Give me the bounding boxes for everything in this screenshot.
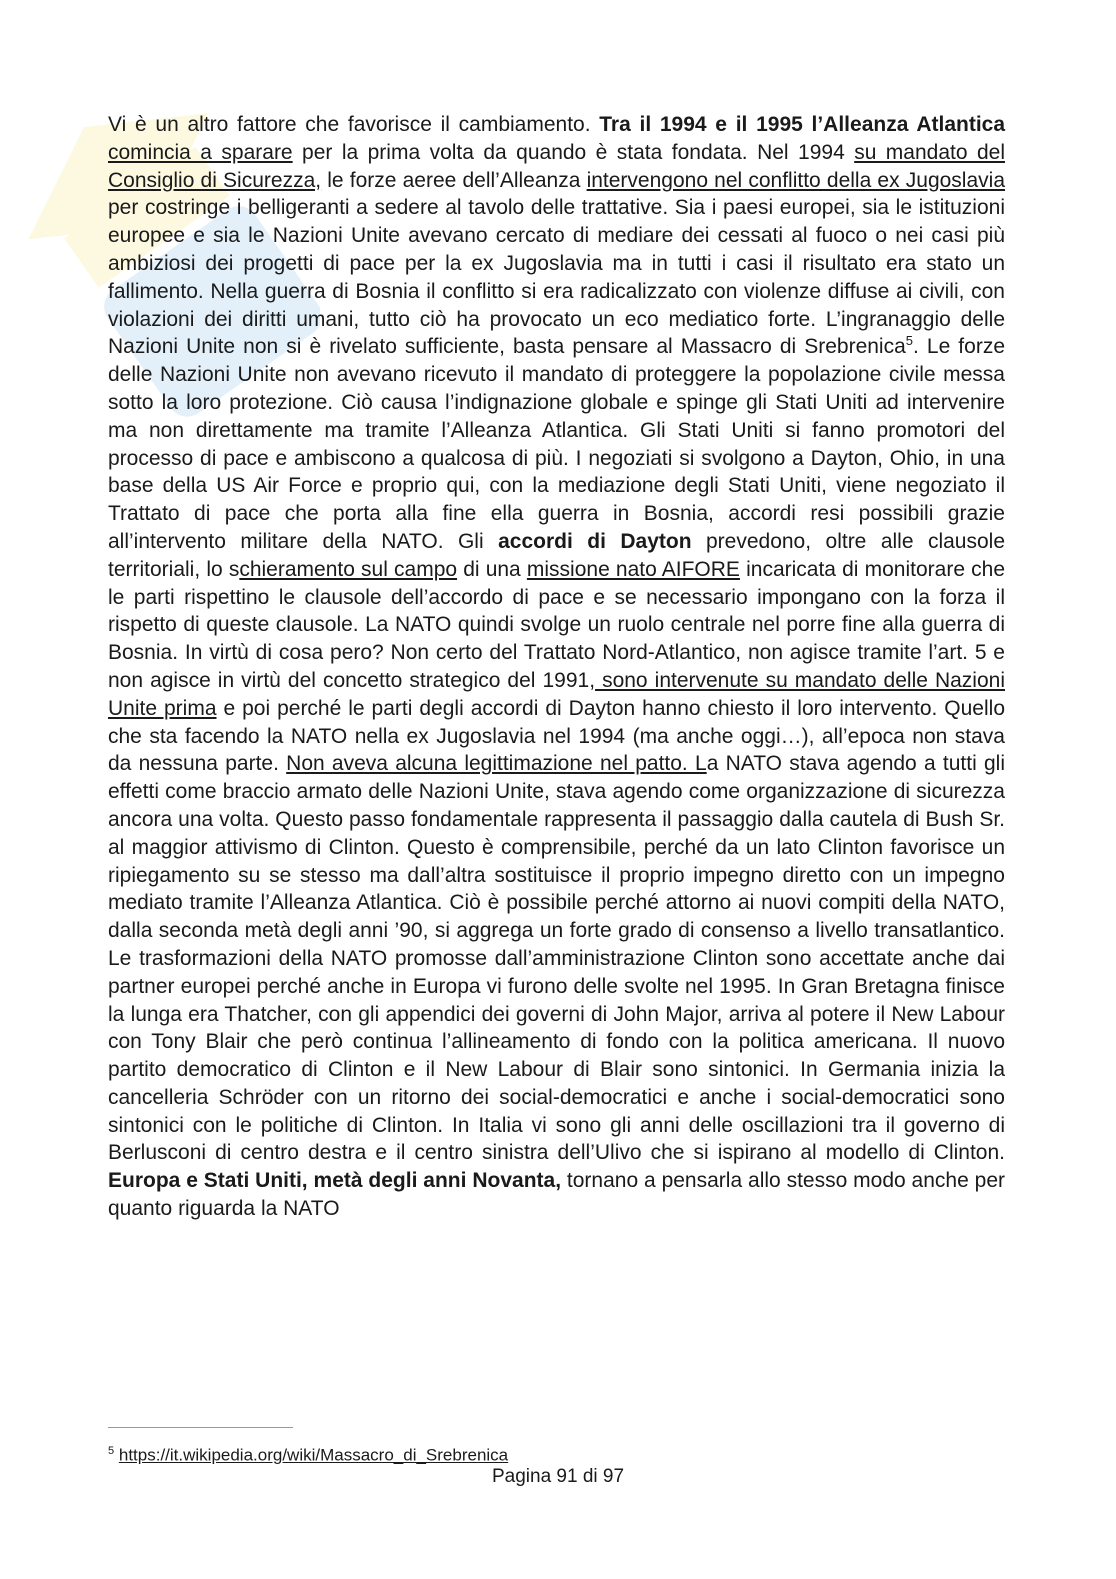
body-text: le forze aeree dell’Alleanza: [321, 168, 587, 192]
footnote: [108, 1440, 508, 1467]
underlined-text: Non aveva alcuna legittimazione nel patto. L: [286, 752, 707, 776]
body-text: tornano a pensarla allo stesso modo anche per quanto riguarda la NATO: [108, 1169, 1005, 1221]
footnote-number: 5: [108, 1445, 115, 1457]
underlined-text: chieramento sul campo: [239, 557, 458, 581]
footnote-link[interactable]: https://it.wikipedia.org/wiki/Massacro_di_Srebrenica: [118, 1445, 509, 1465]
body-text: per la prima volta da quando è stata fondata. Nel 1994: [292, 140, 855, 164]
bold-text: Europa e Stati Uniti, metà degli anni Novanta,: [108, 1169, 562, 1193]
body-text: di una: [457, 557, 527, 581]
footnote-reference[interactable]: 5: [905, 333, 914, 349]
underlined-text: missione nato AIFORE: [526, 557, 740, 581]
footnote-divider: [108, 1427, 293, 1428]
underlined-text: intervengono nel conflitto della ex Jugoslavia: [586, 168, 1005, 192]
bold-text: Tra il 1994 e il 1995 l’Alleanza Atlantica: [599, 113, 1006, 136]
bold-text: accordi di Dayton: [498, 529, 692, 553]
body-text: a NATO stava agendo a tutti gli effetti come braccio armato delle Nazioni Unite, stava agendo come organizzazione di sicurezza ancora una volta. Questo passo fondamentale rappresenta il passaggio dalla cautela di Bush Sr. al maggior attivismo di Clinton. Questo è comprensibile, perché da un lato Clinton favorisce un ripiegamento su se stesso ma dall’altra sostituisce il proprio impegno diretto con un impegno mediato tramite l’Alleanza Atlantica. Ciò è possibile perché attorno ai nuovi compiti della NATO, dalla seconda metà degli anni ’90, si aggrega un forte grado di consenso a livello transatlantico. Le trasformazioni della NATO promosse dall’amministrazione Clinton sono accettate anche dai partner europei perché anche in Europa vi furono delle svolte nel 1995. In Gran Bretagna finisce la lunga era Thatcher, con gli appendici dei governi di John Major, arriva al potere il New Labour con Tony Blair che però continua l’allineamento di fondo con la politica americana. Il nuovo partito democratico di Clinton e il New Labour di Blair sono sintonici. In Germania inizia la cancelleria Schröder con un ritorno dei social-democratici e anche i social-democratici sono sintonici con le politiche di Clinton. In Italia vi sono gli anni delle oscillazioni tra il governo di Berlusconi di centro destra e il centro sinistra dell’Ulivo che si ispirano al modello di Clinton.: [108, 752, 1005, 1165]
underlined-text: sono intervenute su mandato delle Nazioni Unite prima: [108, 668, 1005, 720]
body-text: . Le forze delle Nazioni Unite non avevano ricevuto il mandato di proteggere la popolazione civile messa sotto la loro protezione. Ciò causa l’indignazione globale e spinge gli Stati Uniti ad intervenire ma non direttamente ma tramite l’Alleanza Atlantica. Gli Stati Uniti si fanno promotori del processo di pace e ambiscono a qualcosa di più. I negoziati si svolgono a Dayton, Ohio, in una base della US Air Force e proprio qui, con la mediazione degli Stati Uniti, viene negoziato il Trattato di pace che porta alla fine ella guerra in Bosnia, accordi resi possibili grazie all’intervento militare della NATO. Gli: [108, 335, 1005, 553]
body-text: prevedono, oltre alle clausole territoriali, lo s: [108, 529, 1006, 581]
underlined-text: su mandato del Consiglio di Sicurezza,: [108, 140, 1005, 192]
body-text: e poi perché le parti degli accordi di Dayton hanno chiesto il loro intervento. Quello che sta facendo la NATO nella ex Jugoslavia nel 1994 (ma anche oggi…), all’epoca non stava da nessuna parte.: [108, 696, 1005, 776]
document-body: [108, 111, 1005, 1223]
underlined-text: comincia a sparare: [108, 140, 293, 164]
page-number: Pagina 91 di 97: [491, 1466, 625, 1487]
body-text: incaricata di monitorare che le parti rispettino le clausole dell’accordo di pace e se necessario impongano con la forza il rispetto di queste clausole. La NATO quindi svolge un ruolo centrale nel porre fine alla guerra di Bosnia. In virtù di cosa pero? Non certo del Trattato Nord-Atlantico, non agisce tramite l’art. 5 e non agisce in virtù del concetto strategico del 1991,: [108, 557, 1006, 692]
body-text: per costringe i belligeranti a sedere al tavolo delle trattative. Sia i paesi europei, sia le istituzioni europee e sia le Nazioni Unite avevano cercato di mediare dei cessati al fuoco o nei casi più ambiziosi dei progetti di pace per la ex Jugoslavia ma in tutti i casi il risultato era stato un fallimento. Nella guerra di Bosnia il conflitto si era radicalizzato con violenze diffuse ai civili, con violazioni dei diritti umani, tutto ciò ha provocato un eco mediatico forte. L’ingranaggio delle Nazioni Unite non si è rivelato sufficiente, basta pensare al Massacro di Srebrenica: [108, 196, 1005, 359]
body-text: Vi è un altro fattore che favorisce il cambiamento.: [108, 113, 600, 136]
